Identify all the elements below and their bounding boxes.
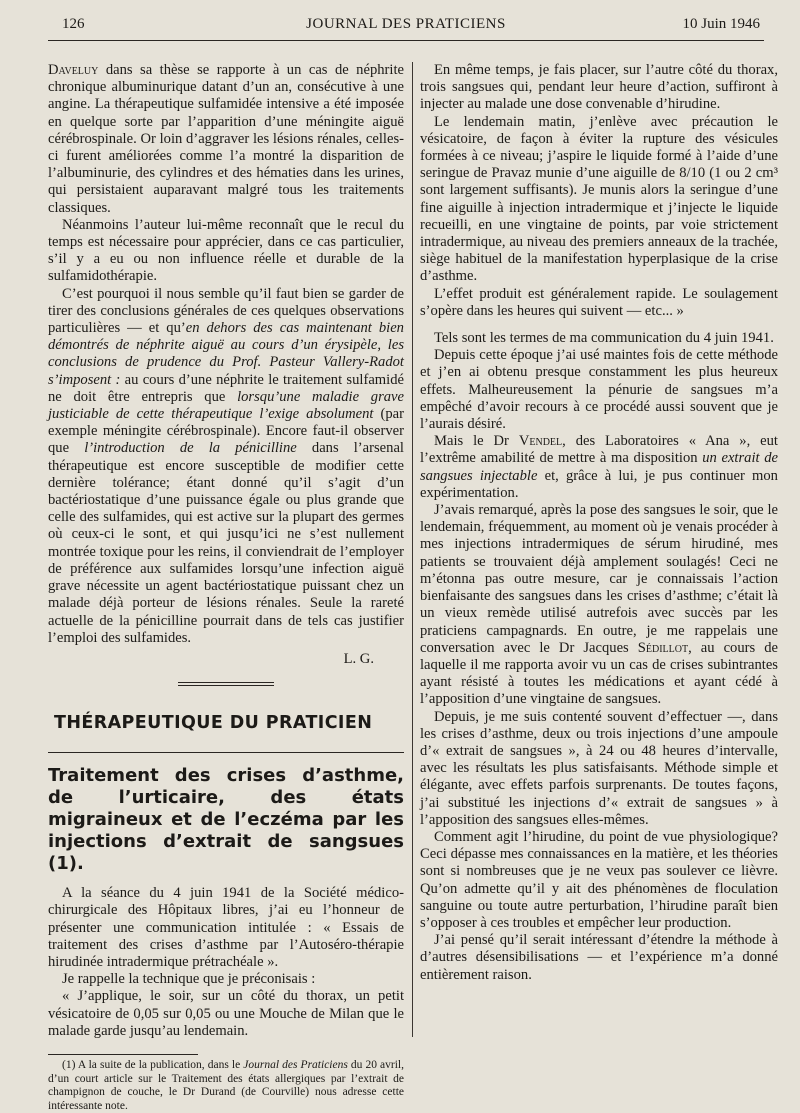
paragraph: Néanmoins l’auteur lui-même reconnaît que le recul du temps est nécessaire pour apprécier, dans ce cas particulier, s’il y a eu ou non influence réelle et durable de la sulfamidothérapie.	[48, 216, 404, 285]
footnote: (1) A la suite de la publication, dans le Journal des Praticiens du 20 avril, d’un court article sur le Traitement des états allergiques par l’extrait de champignon de couche, le Dr Durand (de Courville) nous adresse cette intéressante note.	[48, 1058, 405, 1112]
paragraph: Daveluy dans sa thèse se rapporte à un cas de néphrite chronique albuminurique datant d’un an, consécutive à une angine. La thérapeutique sulfamidée intensive a été imposée en quelque sorte par l’apparition d’une méningite aiguë cérébrospinale. Or loin d’aggraver les lésions rénales, celles-ci furent améliorées comme l’a montré la disparition de l’albuminurie, des cylindres et des hématies dans les urines, qui persistaient auparavant malgré tous les traitements classiques.	[48, 62, 404, 216]
article-title: Traitement des crises d’asthme, de l’urticaire, des états migraineux et de l’eczéma par les injections d’extrait de sangsues (1).	[48, 765, 404, 875]
column-divider	[412, 62, 413, 1037]
paragraph: Mais le Dr Vendel, des Laboratoires « Ana », eut l’extrême amabilité de mettre à ma disposition un extrait de sangsues injectable et, grâce à lui, je pus continuer mon expérimentation.	[420, 433, 778, 501]
paragraph: J’ai pensé qu’il serait intéressant d’étendre la méthode à d’autres désensibilisations — et l’expérience m’a donné entièrement raison.	[420, 932, 778, 983]
paragraph: Comment agit l’hirudine, du point de vue physiologique? Ceci dépasse mes connaissances en la matière, et les théories sont si nombreuses que je ne veux pas soulever ce lièvre. Qu’on admette qu’il y ait des phénomènes de floculation sanguine ou toute autre perturbation, l’hirudine paraît bien s’opposer à ces troubles et empêcher leur production.	[420, 828, 778, 931]
person-name: Sédillot	[637, 639, 689, 656]
author-name: Daveluy	[48, 62, 99, 78]
header-rule	[48, 40, 764, 41]
paragraph: Tels sont les termes de ma communication du 4 juin 1941.	[434, 330, 774, 347]
paragraph: J’avais remarqué, après la pose des sangsues le soir, que le lendemain, fréquemment, au moment où je venais procéder à mes injections intradermiques de sérum hirudiné, mes patients se trouvaient déjà amplement soulagés! Ceci ne m’étonna pas outre mesure, car je connaissais l’action bienfaisante des sangsues dans les crises d’asthme; c’était là un vieux remède utilisé autrefois avec succès par les praticiens campagnards. En outre, je me rappelais une conversation avec le Dr Jacques Sédillot, au cours de laquelle il me rapporta avoir vu un cas de crises subintrantes ayant résisté à toutes les médications et ayant cédé à l’apposition d’une vingtaine de sangsues.	[420, 502, 778, 708]
page-header	[48, 12, 764, 38]
paragraph: A la séance du 4 juin 1941 de la Société médico-chirurgicale des Hôpitaux libres, j’ai eu l’honneur de présenter une communication intitulée : « Essais de traitement des crises d’asthme par l’Autoséro-thérapie hirudinée intradermique prétrachéale ».	[48, 885, 404, 970]
page-number: 126	[62, 16, 85, 32]
section-rule	[48, 752, 404, 753]
separator-rule	[178, 682, 274, 686]
paragraph: Depuis cette époque j’ai usé maintes fois de cette méthode et j’en ai obtenu presque constamment les plus heureux effets. Malheureusement la pénurie de sangsues m’a empêché d’avoir recours à ce procédé aussi souvent que je l’aurais désiré.	[420, 347, 778, 433]
issue-date: 10 Juin 1946	[682, 16, 760, 32]
paragraph: Je rappelle la technique que je préconisais :	[62, 971, 316, 988]
paragraph: L’effet produit est généralement rapide. Le soulagement s’opère dans les heures qui suivent — etc... »	[420, 285, 778, 319]
paragraph: C’est pourquoi il nous semble qu’il faut bien se garder de tirer des conclusions générales de ces quelques observations particulières — et qu’en dehors des cas maintenant bien démontrés de néphrite aiguë au cours d’un érysipèle, les conclusions de prudence du Prof. Pasteur Vallery-Radot s’imposent : au cours d’une néphrite le traitement sulfamidé ne doit être entrepris que lorsqu’une maladie grave justiciable de cette thérapeutique l’exige absolument (par exemple méningite cérébrospinale). Encore faut-il observer que l’introduction de la pénicilline dans l’arsenal thérapeutique est encore susceptible de modifier cette dernière tolérance; étant donné qu’il s’agit d’un bactériostatique d’une puissance égale ou plus grande que celle des sulfamides, qui est active sur la plupart des germes où ceux-ci le sont, et qui jusqu’ici ne s’est nullement montrée toxique pour les reins, il conviendrait de l’employer de préférence aux sulfamides lorsqu’une infection aiguë grave nécessite un agent bactériostatique puissant chez un malade déjà porteur de lésions rénales. Seule la rareté actuelle de la pénicilline pourrait dans de tels cas justifier l’emploi des sulfamides.	[48, 285, 404, 646]
section-heading: THÉRAPEUTIQUE DU PRATICIEN	[54, 713, 373, 734]
paragraph: « J’applique, le soir, sur un côté du thorax, un petit vésicatoire de 0,05 sur 0,05 ou une Mouche de Milan que le malade garde jusqu’au lendemain.	[48, 988, 404, 1039]
signature: L. G.	[343, 650, 374, 667]
article-body	[48, 885, 404, 1040]
journal-title: JOURNAL DES PRATICIENS	[306, 16, 506, 32]
paragraph: Le lendemain matin, j’enlève avec précaution le vésicatoire, de façon à éviter la rupture des vésicules formées à ce niveau; j’aspire le liquide formé à l’aide d’une seringue de Pravaz munie d’une aiguille de 8/10 (1 ou 2 cm³ sont largement suffisants). Je munis alors la seringue d’une fine aiguille à injection intradermique et j’injecte le liquide recueilli, en une vingtaine de points, par voie strictement intradermique, au niveau des premiers anneaux de la trachée, siège habituel de la manifestation hyperplasique de la crise d’asthme.	[420, 113, 778, 285]
person-name: Vendel	[518, 433, 563, 450]
footnote-rule	[48, 1054, 198, 1055]
right-column	[420, 62, 778, 984]
left-column	[48, 62, 404, 1113]
paragraph: Depuis, je me suis contenté souvent d’effectuer —, dans les crises d’asthme, deux ou trois injections d’une ampoule d’« extrait de sangsues », à 24 ou 48 heures d’intervalle, avec les résultats les plus satisfaisants. Méthode simple et élégante, avec effets parfois surprenants. De toutes façons, j’ai substitué les injections d’« extrait de sangsues » à l’apposition des sangsues elles-mêmes.	[420, 708, 778, 828]
paragraph: En même temps, je fais placer, sur l’autre côté du thorax, trois sangsues qui, pendant leur heure d’action, suffiront à injecter au malade une dose convenable d’hirudine.	[420, 62, 778, 113]
